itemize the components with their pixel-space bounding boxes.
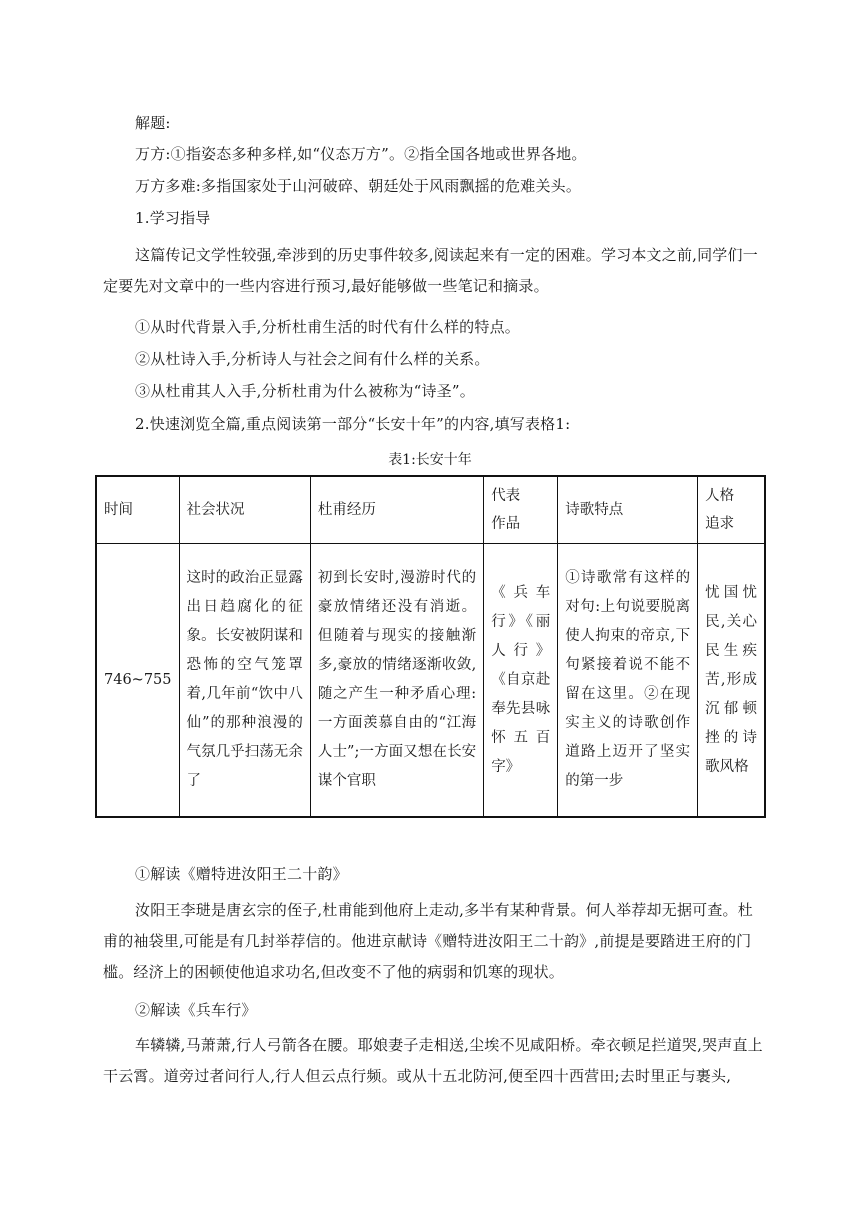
cell-features: ①诗歌常有这样的对句:上句说要脱离使人拘束的帝京,下句紧接着说不能不留在这里。②在现实主义的诗歌创作道路上迈开了坚实的第一步: [558, 544, 698, 818]
chang-an-ten-years-table: [95, 475, 766, 818]
section1-intro: 这篇传记文学性较强,牵涉到的历史事件较多,阅读起来有一定的困难。学习本文之前,同学们一定要先对文章中的一些内容进行预习,最好能够做一些笔记和摘录。: [103, 246, 758, 295]
table-header-row: [96, 476, 765, 544]
section1-point1: ①从时代背景入手,分析杜甫生活的时代有什么样的特点。: [135, 318, 520, 336]
table-caption: 表1:长安十年: [388, 452, 472, 468]
cell-works: 《兵车行》《丽人行》《自京赴奉先县咏怀五百字》: [484, 544, 558, 818]
header-time: 时间: [96, 476, 179, 544]
header-features: 诗歌特点: [558, 476, 698, 544]
cell-time: 746~755: [96, 544, 179, 818]
section1-point2: ②从杜诗入手,分析诗人与社会之间有什么样的关系。: [135, 350, 490, 368]
cell-pursuit: 忧国忧民,关心民生疾苦,形成沉郁顿挫的诗歌风格: [698, 544, 765, 818]
table-row: [96, 544, 765, 818]
reading1-text: 汝阳王李琎是唐玄宗的侄子,杜甫能到他府上走动,多半有某种背景。何人举荐却无据可查。杜甫的袖袋里,可能是有几封举荐信的。他进京献诗《赠特进汝阳王二十韵》,前提是要踏进王府的门槛。经济上的困顿使他追求功名,但改变不了他的病弱和饥寒的现状。: [103, 901, 753, 981]
header-works: [484, 476, 558, 544]
header-works-line1: 代表: [491, 488, 521, 504]
section1-title: 1.学习指导: [135, 209, 211, 227]
header-pursuit: [698, 476, 765, 544]
cell-social: 这时的政治正显露出日趋腐化的征象。长安被阴谋和恐怖的空气笼罩着,几年前“饮中八仙”的那种浪漫的气氛几乎扫荡无余了: [179, 544, 310, 818]
header-pursuit-line1: 人格: [705, 488, 735, 504]
header-social: 社会状况: [179, 476, 310, 544]
definition-wanfangduonan: 万方多难:多指国家处于山河破碎、朝廷处于风雨飘摇的危难关头。: [135, 177, 582, 195]
header-experience: 杜甫经历: [310, 476, 483, 544]
reading2-text: 车辚辚,马萧萧,行人弓箭各在腰。耶娘妻子走相送,尘埃不见咸阳桥。牵衣顿足拦道哭,哭声直上干云霄。道旁过者问行人,行人但云点行频。或从十五北防河,便至四十西营田;去时里正与裹头,: [103, 1036, 763, 1085]
reading1-title: ①解读《赠特进汝阳王二十韵》: [135, 865, 348, 883]
section2-title: 2.快速浏览全篇,重点阅读第一部分“长安十年”的内容,填写表格1:: [135, 415, 571, 433]
header-works-line2: 作品: [491, 516, 521, 532]
reading2-title: ②解读《兵车行》: [135, 1001, 257, 1019]
solution-heading: 解题:: [135, 114, 171, 132]
cell-experience: 初到长安时,漫游时代的豪放情绪还没有消逝。但随着与现实的接触渐多,豪放的情绪逐渐收敛,随之产生一种矛盾心理:一方面羡慕自由的“江海人士”;一方面又想在长安谋个官职: [310, 544, 483, 818]
definition-wanfang: 万方:①指姿态多种多样,如“仪态万方”。②指全国各地或世界各地。: [135, 145, 587, 163]
header-pursuit-line2: 追求: [705, 516, 735, 532]
section1-point3: ③从杜甫其人入手,分析杜甫为什么被称为“诗圣”。: [135, 382, 475, 400]
